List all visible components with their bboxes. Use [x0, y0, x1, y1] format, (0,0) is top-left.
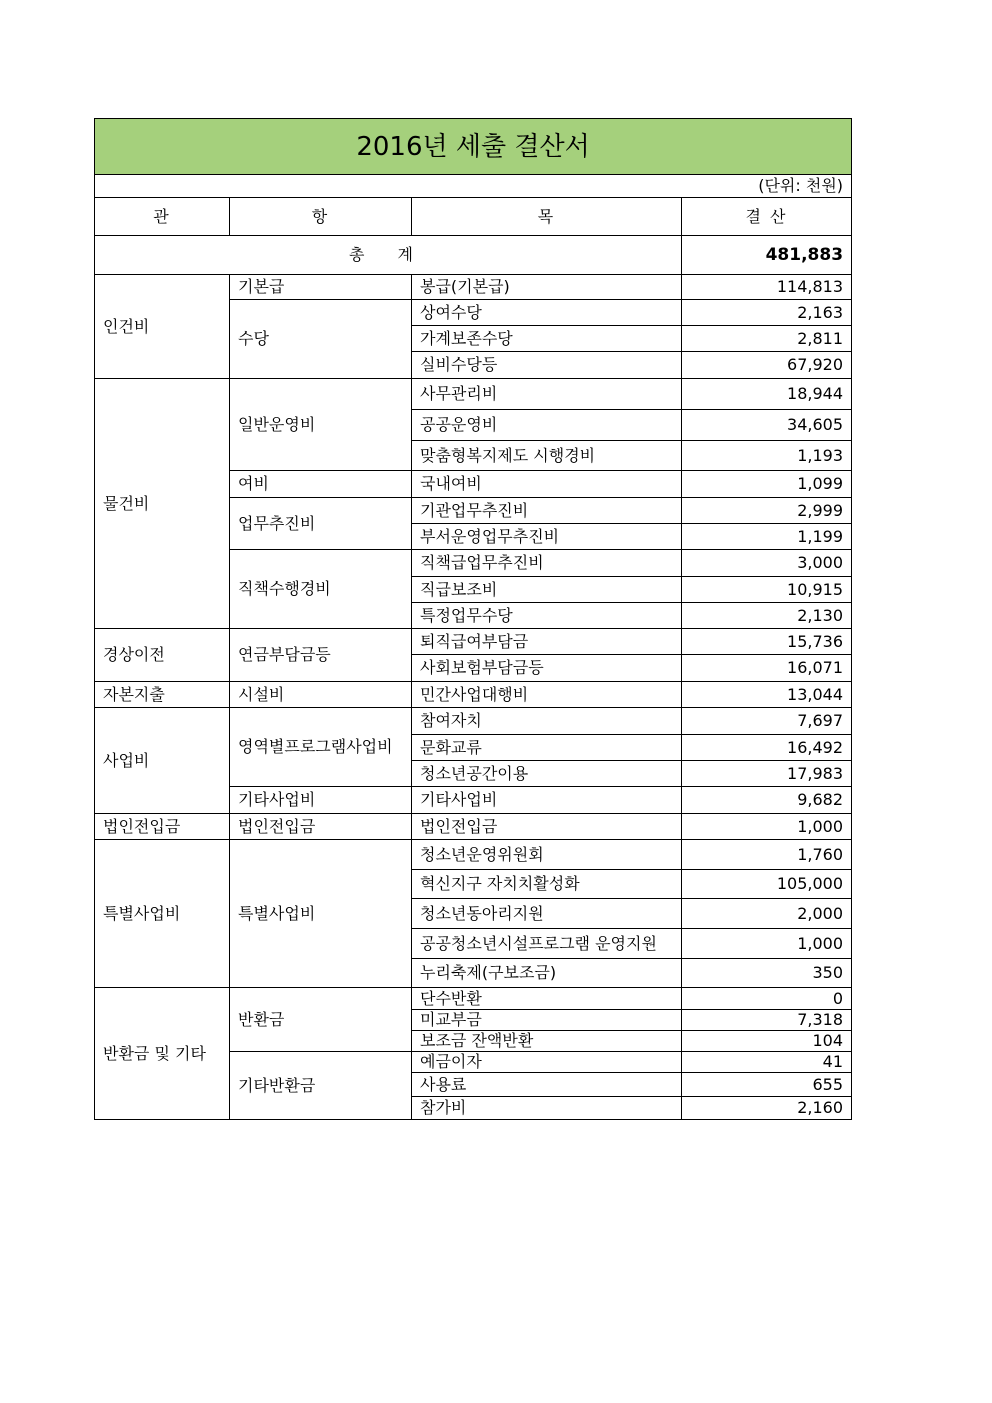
gwan-cell: 자본지출 [95, 682, 230, 708]
mok-cell: 기관업무추진비 [412, 498, 682, 524]
value-cell: 2,000 [682, 899, 852, 929]
mok-cell: 민간사업대행비 [412, 682, 682, 708]
gwan-cell: 경상이전 [95, 629, 230, 682]
mok-cell: 참가비 [412, 1097, 682, 1120]
hang-cell: 여비 [230, 471, 412, 498]
mok-cell: 부서운영업무추진비 [412, 524, 682, 550]
mok-cell: 참여자치 [412, 708, 682, 735]
gwan-cell: 인건비 [95, 275, 230, 379]
value-cell: 2,999 [682, 498, 852, 524]
hang-cell: 일반운영비 [230, 379, 412, 471]
value-cell: 1,760 [682, 840, 852, 870]
total-value: 481,883 [682, 236, 852, 275]
mok-cell: 공공운영비 [412, 410, 682, 441]
value-cell: 1,199 [682, 524, 852, 550]
hang-cell: 영역별프로그램사업비 [230, 708, 412, 787]
mok-cell: 예금이자 [412, 1052, 682, 1073]
value-cell: 16,071 [682, 655, 852, 682]
hang-cell: 반환금 [230, 988, 412, 1052]
hang-cell: 수당 [230, 300, 412, 379]
gwan-cell: 물건비 [95, 379, 230, 629]
value-cell: 114,813 [682, 275, 852, 300]
value-cell: 41 [682, 1052, 852, 1073]
hang-cell: 기타반환금 [230, 1052, 412, 1120]
value-cell: 7,697 [682, 708, 852, 735]
value-cell: 67,920 [682, 352, 852, 379]
header-mok: 목 [412, 198, 682, 236]
gwan-cell: 법인전입금 [95, 814, 230, 840]
table-row [95, 988, 852, 1010]
mok-cell: 직책급업무추진비 [412, 550, 682, 577]
mok-cell: 공공청소년시설프로그램 운영지원 [412, 929, 682, 959]
mok-cell: 미교부금 [412, 1010, 682, 1031]
table-row [95, 708, 852, 735]
gwan-cell: 반환금 및 기타 [95, 988, 230, 1120]
hang-cell: 법인전입금 [230, 814, 412, 840]
value-cell: 350 [682, 959, 852, 988]
value-cell: 3,000 [682, 550, 852, 577]
value-cell: 18,944 [682, 379, 852, 410]
mok-cell: 청소년공간이용 [412, 761, 682, 787]
mok-cell: 실비수당등 [412, 352, 682, 379]
table-row [95, 682, 852, 708]
mok-cell: 사회보험부담금등 [412, 655, 682, 682]
table-row [95, 275, 852, 300]
table-row [95, 629, 852, 655]
value-cell: 105,000 [682, 870, 852, 899]
value-cell: 7,318 [682, 1010, 852, 1031]
value-cell: 1,193 [682, 441, 852, 471]
mok-cell: 보조금 잔액반환 [412, 1031, 682, 1052]
value-cell: 34,605 [682, 410, 852, 441]
value-cell: 17,983 [682, 761, 852, 787]
hang-cell: 특별사업비 [230, 840, 412, 988]
value-cell: 655 [682, 1073, 852, 1097]
mok-cell: 기타사업비 [412, 787, 682, 814]
mok-cell: 가계보존수당 [412, 326, 682, 352]
mok-cell: 단수반환 [412, 988, 682, 1010]
hang-cell: 연금부담금등 [230, 629, 412, 682]
value-cell: 2,163 [682, 300, 852, 326]
value-cell: 104 [682, 1031, 852, 1052]
mok-cell: 청소년동아리지원 [412, 899, 682, 929]
value-cell: 10,915 [682, 577, 852, 603]
header-gwan: 관 [95, 198, 230, 236]
mok-cell: 직급보조비 [412, 577, 682, 603]
header-result: 결 산 [682, 198, 852, 236]
mok-cell: 청소년운영위원회 [412, 840, 682, 870]
mok-cell: 퇴직급여부담금 [412, 629, 682, 655]
value-cell: 2,811 [682, 326, 852, 352]
table-row [95, 814, 852, 840]
settlement-table [94, 118, 852, 1120]
table-row [95, 379, 852, 410]
mok-cell: 문화교류 [412, 735, 682, 761]
hang-cell: 업무추진비 [230, 498, 412, 550]
mok-cell: 누리축제(구보조금) [412, 959, 682, 988]
mok-cell: 혁신지구 자치치활성화 [412, 870, 682, 899]
value-cell: 9,682 [682, 787, 852, 814]
total-label: 총 계 [95, 236, 682, 275]
gwan-cell: 사업비 [95, 708, 230, 814]
gwan-cell: 특별사업비 [95, 840, 230, 988]
unit-note: (단위: 천원) [95, 175, 852, 198]
hang-cell: 기타사업비 [230, 787, 412, 814]
document-title: 2016년 세출 결산서 [95, 119, 852, 175]
value-cell: 13,044 [682, 682, 852, 708]
value-cell: 2,160 [682, 1097, 852, 1120]
mok-cell: 법인전입금 [412, 814, 682, 840]
hang-cell: 기본급 [230, 275, 412, 300]
header-hang: 항 [230, 198, 412, 236]
mok-cell: 봉급(기본급) [412, 275, 682, 300]
value-cell: 16,492 [682, 735, 852, 761]
value-cell: 1,000 [682, 929, 852, 959]
value-cell: 15,736 [682, 629, 852, 655]
hang-cell: 시설비 [230, 682, 412, 708]
mok-cell: 사무관리비 [412, 379, 682, 410]
mok-cell: 상여수당 [412, 300, 682, 326]
hang-cell: 직책수행경비 [230, 550, 412, 629]
mok-cell: 국내여비 [412, 471, 682, 498]
table-row [95, 840, 852, 870]
value-cell: 1,099 [682, 471, 852, 498]
value-cell: 1,000 [682, 814, 852, 840]
mok-cell: 맞춤형복지제도 시행경비 [412, 441, 682, 471]
mok-cell: 특정업무수당 [412, 603, 682, 629]
mok-cell: 사용료 [412, 1073, 682, 1097]
settlement-document [94, 118, 851, 1120]
value-cell: 2,130 [682, 603, 852, 629]
value-cell: 0 [682, 988, 852, 1010]
